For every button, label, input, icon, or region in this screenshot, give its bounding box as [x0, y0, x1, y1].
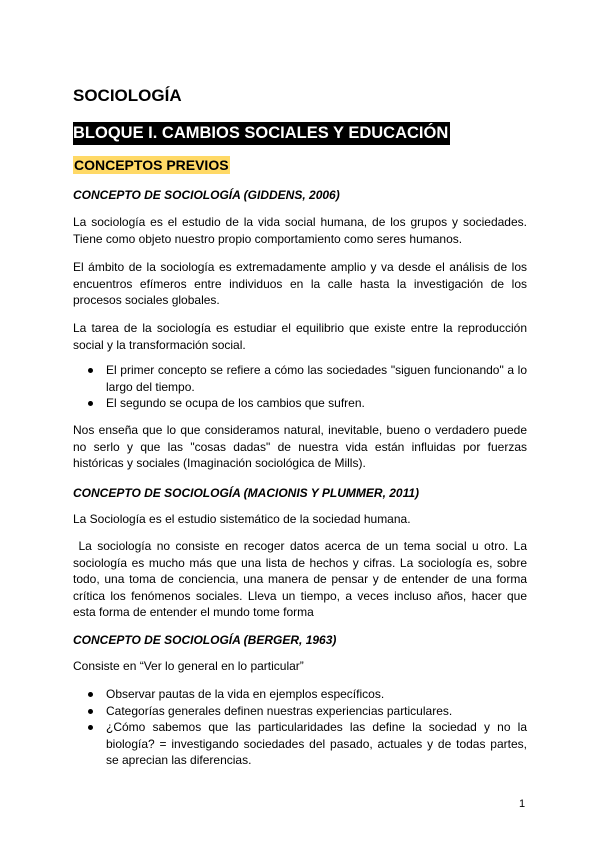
bullet-icon — [88, 709, 93, 714]
macionis-paragraph-2: La sociología no consiste en recoger datos acerca de un tema social u otro. La sociología es mucho más que una lista de hechos y cifras. La sociología es, sobre todo, una toma de conciencia, una manera de pensar y de entender de una forma crítica los fenómenos sociales. Lleva un tiempo, a veces incluso años, hacer que esta forma de entender el mundo tome forma — [73, 539, 531, 619]
page-number: 1 — [519, 798, 526, 810]
berger-paragraph-1: Consiste en “Ver lo general en lo particular” — [73, 659, 304, 673]
list-item-text: ¿Cómo sabemos que las particularidades las define la sociedad y no la biología? = investigando sociedades del pasado, actuales y de todas partes, se aprecian las diferencias. — [106, 720, 527, 767]
bullet-icon — [88, 368, 93, 373]
list-item-text: Observar pautas de la vida en ejemplos específicos. — [106, 687, 385, 701]
document-title: SOCIOLOGÍA — [73, 86, 182, 105]
list-item — [73, 395, 527, 412]
list-item-text: Categorías generales definen nuestras experiencias particulares. — [106, 703, 453, 718]
giddens-paragraph-4: Nos enseña que lo que consideramos natural, inevitable, bueno o verdadero puede no serlo y que las "cosas dadas" de nuestra vida están influidas por fuerzas históricas y sociales (Imaginación sociológica de Mills). — [73, 423, 527, 470]
list-item — [73, 686, 527, 703]
macionis-heading: CONCEPTO DE SOCIOLOGÍA (MACIONIS Y PLUMMER, 2011) — [73, 486, 420, 500]
list-item — [73, 719, 527, 769]
giddens-paragraph-3: La tarea de la sociología es estudiar el equilibrio que existe entre la reproducción social y la transformación social. — [73, 321, 527, 352]
giddens-paragraph-2: El ámbito de la sociología es extremadamente amplio y va desde el análisis de los encuentros efímeros entre individuos en la calle hasta la investigación de los procesos sociales globales. — [73, 260, 527, 307]
bullet-icon — [88, 725, 93, 730]
list-item — [73, 703, 527, 720]
list-item-text: El primer concepto se refiere a cómo las sociedades "siguen funcionando" a lo largo del tiempo. — [106, 363, 527, 394]
section-heading: CONCEPTOS PREVIOS — [74, 157, 229, 173]
giddens-bullet-list — [73, 362, 527, 412]
bullet-icon — [88, 401, 93, 406]
giddens-paragraph-1: La sociología es el estudio de la vida social humana, de los grupos y sociedades. Tiene como objeto nuestro propio comportamiento como seres humanos. — [73, 215, 527, 246]
bullet-icon — [88, 692, 93, 697]
list-item-text: El segundo se ocupa de los cambios que sufren. — [106, 396, 365, 410]
berger-heading: CONCEPTO DE SOCIOLOGÍA (BERGER, 1963) — [73, 633, 337, 647]
list-item — [73, 362, 527, 395]
berger-bullet-list — [73, 686, 527, 769]
block-heading: BLOQUE I. CAMBIOS SOCIALES Y EDUCACIÓN — [73, 122, 450, 145]
giddens-heading: CONCEPTO DE SOCIOLOGÍA (GIDDENS, 2006) — [73, 188, 340, 202]
macionis-paragraph-1: La Sociología es el estudio sistemático de la sociedad humana. — [73, 512, 411, 526]
